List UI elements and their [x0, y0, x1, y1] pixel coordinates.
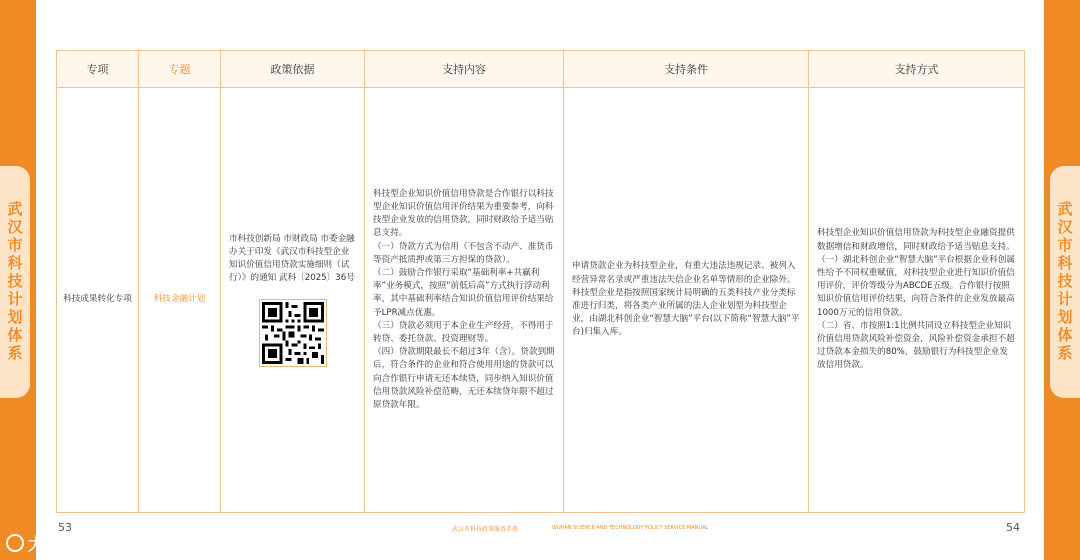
support-content-para: （三）贷款必须用于本企业生产经营，不得用于转贷、委托贷款、投资理财等。	[373, 320, 554, 344]
support-methods-para: （一）湖北科创企业“智慧大脑”平台根据企业科创属性给予不同权重赋值，对科技型企业进行知识价值信用评价，评价等级分为ABCDE五级。合作银行按照知识价值信用评价结果，向符合条件的企业发放最高1000万元的信用贷款。	[817, 254, 1015, 318]
support-methods-para: 科技型企业知识价值信用贷款为科技型企业融资提供数据增信和财政增信，同时财政给予适当贴息支持。	[817, 228, 1015, 252]
support-content-para: （二）鼓励合作银行采取“基础利率+共赢利率”业务模式，按照“前低后高”方式执行浮动利率，其中基础利率结合知识价值信用评价结果给予LPR减点优惠。	[373, 267, 554, 318]
side-tab-left-label: 武汉市科技计划体系	[5, 201, 24, 363]
header-support-content: 支持内容	[365, 51, 564, 88]
support-conditions-para: 申请贷款企业为科技型企业，有重大违法违规记录、被列入经营异常名录或严重违法失信企业名单等情形的企业除外。	[572, 261, 796, 285]
side-tab-left	[0, 166, 30, 398]
cell-support-methods	[809, 88, 1025, 513]
table-header-row	[57, 51, 1025, 88]
header-policy-basis: 政策依据	[221, 51, 365, 88]
qr-code[interactable]	[259, 299, 327, 367]
header-topic: 专题	[139, 51, 221, 88]
header-support-methods: 支持方式	[809, 51, 1025, 88]
watermark-logo-icon	[6, 534, 24, 552]
support-conditions-para: 科技型企业是指按照国家统计局明确的五类科技产业分类标准进行归类，将各类产业所属的法人企业划型为科技型企业，由湖北科创企业“智慧大脑”平台(以下简称“智慧大脑”平台)归集入库。	[572, 287, 800, 338]
page-number-left: 53	[58, 521, 72, 534]
support-content-para: 科技型企业知识价值信用贷款是合作银行以科技型企业知识价值信用评价结果为重要参考，向科技型企业发放的信用贷款，同时财政给予适当贴息支持。	[373, 188, 554, 239]
footer-title-en: WUHAN SCIENCE AND TECHNOLOGY POLICY SERVICE MANUAL	[552, 525, 709, 531]
table-row	[57, 88, 1025, 513]
side-tab-right-label: 武汉市科技计划体系	[1055, 201, 1074, 363]
cell-topic: 科技金融计划	[139, 88, 221, 513]
support-content-para: （一）贷款方式为信用（不包含不动产、准货币等资产抵质押或第三方担保的贷款）。	[373, 241, 554, 265]
header-project: 专项	[57, 51, 139, 88]
policy-table	[56, 50, 1025, 513]
watermark	[6, 530, 96, 555]
cell-project: 科技成果转化专项	[57, 88, 139, 513]
cell-support-content	[365, 88, 564, 513]
header-support-conditions: 支持条件	[564, 51, 809, 88]
policy-basis-text: 市科技创新局 市财政局 市委金融办关于印发《武汉市科技型企业知识价值信用贷款实施细则（试行）》的通知 武科〔2025〕36号	[229, 233, 355, 284]
footer-title-cn: 武汉市科技政策服务手册	[452, 526, 519, 533]
support-methods-para: （二）省、市按照1:1比例共同设立科技型企业知识价值信用贷款风险补偿资金，风险补偿资金承担不超过贷款本金损失的80%，鼓励银行为科技型企业发放信用贷款。	[817, 320, 1015, 371]
side-tab-right	[1050, 166, 1080, 398]
support-content-para: （四）贷款期限最长不超过3年（含）。贷款到期后，符合条件的企业和符合使用用途的贷款可以向合作银行申请无还本续贷，同步纳入知识价值信用贷款风险补偿范畴，无还本续贷年限不超过原贷款年限。	[373, 347, 555, 411]
cell-policy-basis	[221, 88, 365, 513]
qr-code-icon	[262, 302, 324, 364]
page-number-right: 54	[1006, 521, 1020, 534]
watermark-text: 大数跨境	[28, 535, 96, 555]
cell-support-conditions	[564, 88, 809, 513]
